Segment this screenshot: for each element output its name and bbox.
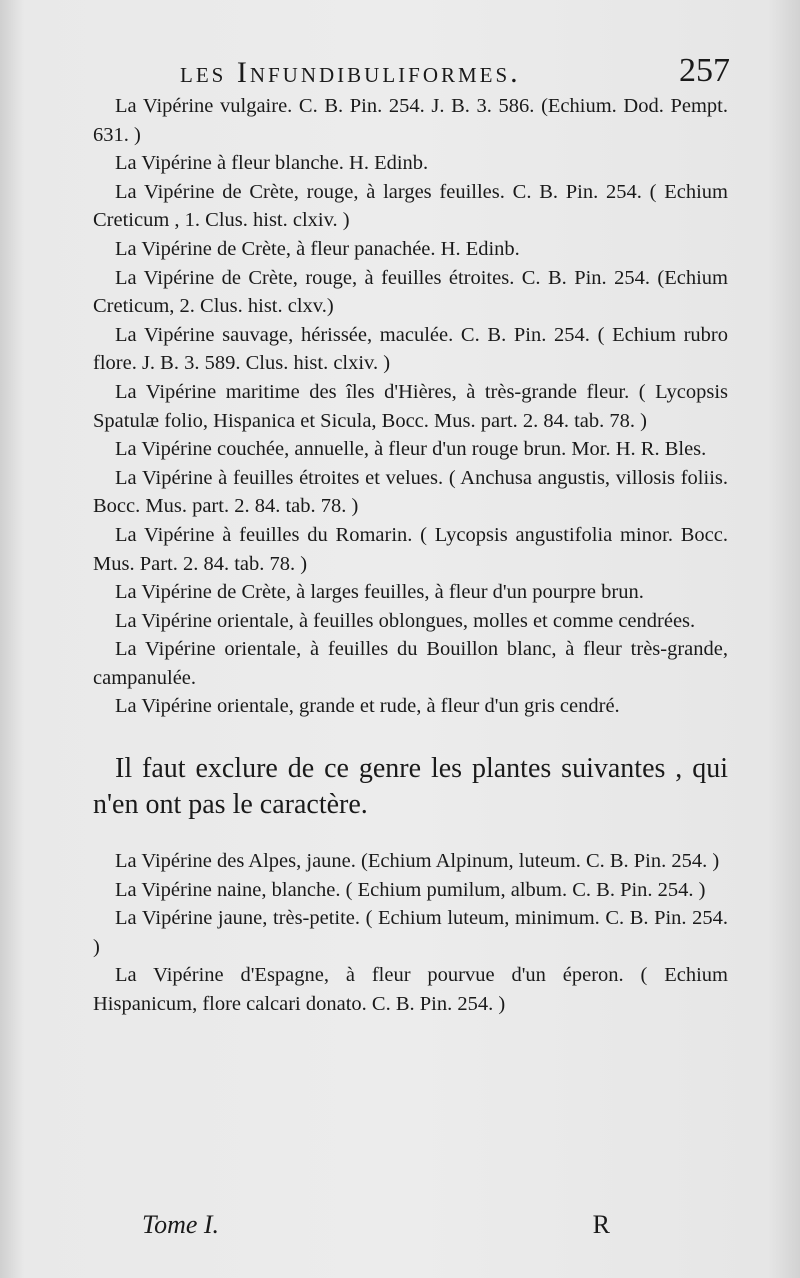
species-entry: La Vipérine maritime des îles d'Hières, à très-grande fleur. ( Lycopsis Spatulæ folio, Hispanica et Sicula, Bocc. Mus. part. 2. 84. tab. 78. ) (93, 380, 728, 432)
excluded-entry: La Vipérine d'Espagne, à fleur pourvue d'un éperon. ( Echium Hispanicum, flore calcari donato. C. B. Pin. 254. ) (93, 964, 728, 1016)
running-title: les Infundibuliformes. (180, 56, 521, 89)
species-entry: La Vipérine orientale, grande et rude, à fleur d'un gris cendré. (115, 695, 620, 718)
species-entry: La Vipérine à feuilles du Romarin. ( Lycopsis angustifolia minor. Bocc. Mus. Part. 2. 84. tab. 78. ) (93, 523, 728, 575)
exclusion-heading: Il faut exclure de ce genre les plantes suivantes , qui n'en ont pas le caractère. (93, 753, 728, 821)
species-entry: La Vipérine sauvage, hérissée, maculée. C. B. Pin. 254. ( Echium rubro flore. J. B. 3. 589. Clus. hist. clxiv. ) (93, 323, 728, 375)
species-entry: La Vipérine de Crète, rouge, à feuilles étroites. C. B. Pin. 254. (Echium Creticum, 2. Clus. hist. clxv.) (93, 266, 728, 318)
excluded-entry: La Vipérine naine, blanche. ( Echium pumilum, album. C. B. Pin. 254. ) (115, 878, 706, 901)
species-entry: La Vipérine orientale, à feuilles oblongues, molles et comme cendrées. (115, 609, 696, 632)
species-entry: La Vipérine vulgaire. C. B. Pin. 254. J. B. 3. 586. (Echium. Dod. Pempt. 631. ) (93, 95, 728, 146)
species-entry: La Vipérine orientale, à feuilles du Bouillon blanc, à fleur très-grande, campanulée. (93, 638, 728, 689)
species-entry: La Vipérine de Crète, à fleur panachée. H. Edinb. (115, 237, 520, 260)
excluded-entry: La Vipérine des Alpes, jaune. (Echium Alpinum, luteum. C. B. Pin. 254. ) (115, 850, 720, 873)
species-entry: La Vipérine à feuilles étroites et velues. ( Anchusa angustis, villosis foliis. Bocc. Mus. part. 2. 84. tab. 78. ) (93, 466, 728, 518)
species-entry: La Vipérine couchée, annuelle, à fleur d'un rouge brun. Mor. H. R. Bles. (115, 438, 707, 461)
species-entry: La Vipérine de Crète, rouge, à larges feuilles. C. B. Pin. 254. ( Echium Creticum , 1. Clus. hist. clxiv. ) (93, 180, 728, 232)
species-entry: La Vipérine de Crète, à larges feuilles, à fleur d'un pourpre brun. (115, 581, 644, 604)
page-footer (142, 1210, 610, 1250)
species-entry: La Vipérine à fleur blanche. H. Edinb. (115, 152, 429, 175)
page-number: 257 (679, 52, 730, 89)
excluded-entry: La Vipérine jaune, très-petite. ( Echium luteum, minimum. C. B. Pin. 254. ) (93, 907, 728, 958)
volume-label: Tome I. (142, 1210, 220, 1239)
signature-mark: R (592, 1210, 610, 1239)
page-header (90, 52, 730, 92)
page-body (93, 92, 728, 1019)
